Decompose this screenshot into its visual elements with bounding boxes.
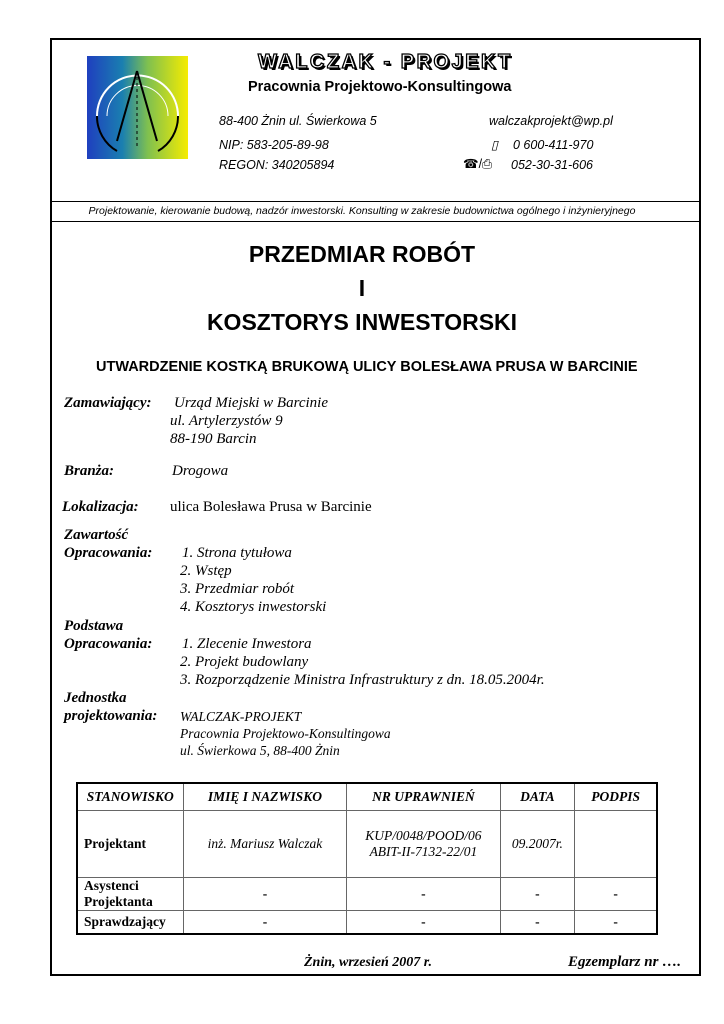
unit-label: projektowania:: [64, 708, 158, 724]
contents-label: Zawartość: [64, 527, 129, 543]
client-line: 88-190 Barcin: [170, 431, 257, 447]
header-divider: [50, 201, 701, 202]
unit-line: WALCZAK-PROJEKT: [180, 709, 302, 724]
sign-cell: -: [575, 878, 657, 911]
license-line: KUP/0048/POOD/06: [365, 828, 482, 843]
date-cell: 09.2007r.: [500, 811, 575, 878]
license-line: ABIT-II-7132-22/01: [369, 844, 478, 859]
tagline: Projektowanie, kierowanie budową, nadzór inwestorski. Konsulting w zakresie budownictwa ogólnego i inżynieryjnego: [88, 205, 636, 217]
company-subtitle: Pracownia Projektowo-Konsultingowa: [248, 79, 512, 95]
date-cell: -: [500, 878, 575, 911]
license-cell: -: [347, 911, 500, 935]
client-line: Urząd Miejski w Barcinie: [174, 395, 329, 411]
table-header: NR UPRAWNIEŃ: [347, 783, 500, 811]
name-cell: inż. Mariusz Walczak: [183, 811, 347, 878]
table-header-row: [77, 783, 657, 811]
contents-item: 2. Wstęp: [180, 563, 232, 579]
place-date: Żnin, wrzesień 2007 r.: [304, 955, 432, 970]
company-name: WALCZAK - PROJEKT: [258, 51, 513, 73]
sign-cell: [575, 811, 657, 878]
basis-label: Podstawa: [64, 618, 124, 634]
basis-item: 3. Rozporządzenie Ministra Infrastruktury z dn. 18.05.2004r.: [180, 672, 545, 688]
project-name: UTWARDZENIE KOSTKĄ BRUKOWĄ ULICY BOLESŁAWA PRUSA W BARCINIE: [96, 359, 638, 375]
basis-item: 2. Projekt budowlany: [180, 654, 309, 670]
phone-fax-icon: ☎/⎙: [463, 157, 493, 171]
contents-item: 4. Kosztorys inwestorski: [180, 599, 327, 615]
unit-line: Pracownia Projektowo-Konsultingowa: [180, 726, 391, 741]
license-cell: [347, 811, 500, 878]
table-header: STANOWISKO: [77, 783, 183, 811]
client-label: Zamawiający:: [64, 395, 152, 411]
license-cell: -: [347, 878, 500, 911]
contents-item: 3. Przedmiar robót: [180, 581, 295, 597]
name-cell: -: [183, 911, 347, 935]
signature-table: [76, 782, 658, 935]
date-cell: -: [500, 911, 575, 935]
location-value: ulica Bolesława Prusa w Barcinie: [170, 499, 372, 515]
regon: REGON: 340205894: [219, 158, 335, 172]
location-label: Lokalizacja:: [62, 499, 139, 515]
unit-line: ul. Świerkowa 5, 88-400 Żnin: [180, 743, 340, 758]
table-header: IMIĘ I NAZWISKO: [183, 783, 347, 811]
contents-item: 1. Strona tytułowa: [182, 545, 292, 561]
table-row: [77, 878, 657, 911]
mobile-number: 0 600-411-970: [513, 138, 594, 152]
contents-label: Opracowania:: [64, 545, 153, 561]
copy-number: Egzemplarz nr ….: [568, 954, 681, 970]
mobile-phone-icon: ▯: [491, 138, 498, 152]
doc-title-line2: I: [358, 275, 366, 301]
table-row: [77, 911, 657, 935]
tagline-divider: [50, 221, 701, 222]
sign-cell: -: [575, 911, 657, 935]
email[interactable]: walczakprojekt@wp.pl: [489, 114, 613, 128]
unit-label: Jednostka: [64, 690, 127, 706]
table-header: DATA: [500, 783, 575, 811]
table-header: PODPIS: [575, 783, 657, 811]
branch-label: Branża:: [64, 463, 115, 479]
address: 88-400 Żnin ul. Świerkowa 5: [219, 114, 377, 128]
nip: NIP: 583-205-89-98: [219, 138, 329, 152]
branch-value: Drogowa: [172, 463, 229, 479]
basis-label: Opracowania:: [64, 636, 153, 652]
doc-title-line1: PRZEDMIAR ROBÓT: [248, 241, 476, 267]
role-cell: Projektant: [77, 811, 183, 878]
company-logo: [87, 56, 188, 159]
role-line: Asystenci: [84, 878, 139, 893]
table-row: [77, 811, 657, 878]
client-line: ul. Artylerzystów 9: [170, 413, 283, 429]
basis-item: 1. Zlecenie Inwestora: [182, 636, 312, 652]
role-cell: Sprawdzający: [77, 911, 183, 935]
name-cell: -: [183, 878, 347, 911]
phone-fax-number: 052-30-31-606: [511, 158, 594, 172]
role-cell: [77, 878, 183, 911]
role-line: Projektanta: [84, 894, 153, 909]
doc-title-line3: KOSZTORYS INWESTORSKI: [206, 309, 518, 335]
